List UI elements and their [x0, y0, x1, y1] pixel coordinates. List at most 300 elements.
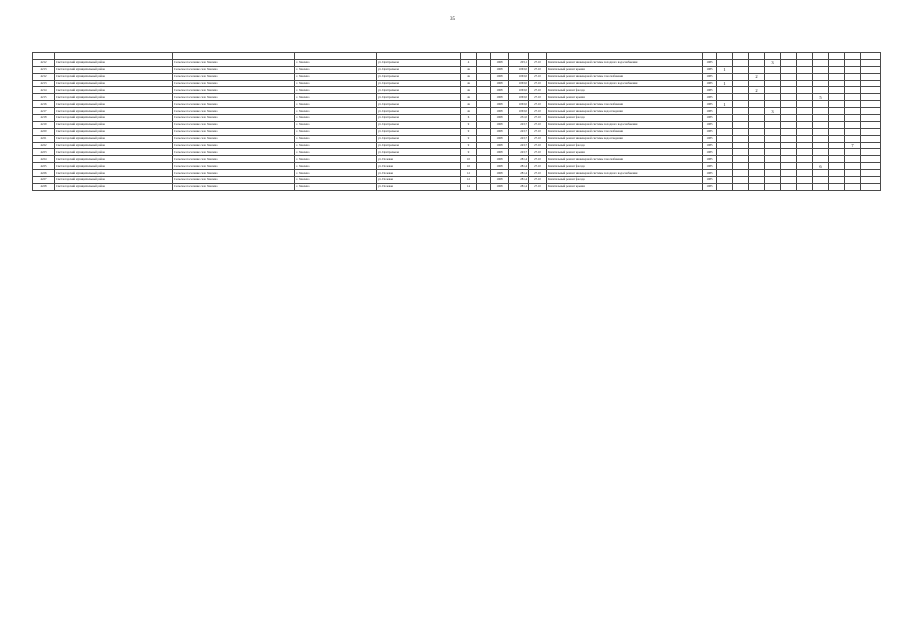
table-cell — [797, 142, 813, 149]
table-row — [33, 183, 881, 190]
column-header — [765, 53, 781, 60]
table-cell: Сельское поселение село Хвалево — [173, 87, 295, 94]
table-cell: 27.10 — [529, 163, 547, 170]
table-cell — [733, 80, 749, 87]
table-cell: 1968 — [491, 163, 509, 170]
table-cell — [477, 142, 491, 149]
table-cell: 4а — [461, 66, 477, 73]
table-cell — [733, 73, 749, 80]
table-cell: 1985 — [703, 115, 717, 122]
table-cell: 1985 — [703, 142, 717, 149]
table-cell: с. Хвалево — [295, 101, 377, 108]
column-header — [491, 53, 509, 60]
table-cell: 27.10 — [529, 80, 547, 87]
table-cell: 281,4 — [509, 170, 529, 177]
table-cell — [765, 163, 781, 170]
table-cell: Капитальный ремонт инженерной системы газоснабжения — [547, 73, 703, 80]
table-cell: 203,1 — [509, 59, 529, 66]
table-cell: Капитальный ремонт крыши — [547, 183, 703, 190]
table-cell: Светлогорский муниципальный район — [55, 101, 173, 108]
table-cell: 4217 — [33, 108, 55, 115]
table-cell: с. Хвалево — [295, 156, 377, 163]
column-header — [733, 53, 749, 60]
table-cell: 1985 — [703, 149, 717, 156]
table-cell: с. Хвалево — [295, 73, 377, 80]
table-cell: 27.10 — [529, 183, 547, 190]
table-cell: 4221 — [33, 135, 55, 142]
table-row — [33, 121, 881, 128]
table-cell: Светлогорский муниципальный район — [55, 115, 173, 122]
column-header — [861, 53, 881, 60]
table-cell: 1968 — [491, 183, 509, 190]
table-cell: с. Хвалево — [295, 66, 377, 73]
table-cell: 6 — [461, 115, 477, 122]
table-cell — [717, 163, 733, 170]
table-cell — [813, 115, 829, 122]
table-cell: 9 — [461, 128, 477, 135]
table-cell: ул. Центральная — [377, 59, 461, 66]
table-cell: Светлогорский муниципальный район — [55, 156, 173, 163]
table-cell: 27.10 — [529, 94, 547, 101]
table-cell: 1063,0 — [509, 87, 529, 94]
table-cell: Сельское поселение село Хвалево — [173, 66, 295, 73]
table-cell: 1968 — [491, 128, 509, 135]
table-cell — [813, 80, 829, 87]
table-cell — [765, 149, 781, 156]
table-cell: Капитальный ремонт инженерной системы холодного водоснабжения — [547, 80, 703, 87]
table-cell: 1063,0 — [509, 101, 529, 108]
table-cell: 243,7 — [509, 149, 529, 156]
table-cell: 10 — [461, 163, 477, 170]
table-cell: 27.10 — [529, 177, 547, 184]
table-cell: 243,7 — [509, 121, 529, 128]
table-cell — [845, 156, 861, 163]
table-cell — [733, 135, 749, 142]
table-cell — [861, 142, 881, 149]
table-cell — [477, 183, 491, 190]
table-cell: 4а — [461, 73, 477, 80]
table-cell: 4224 — [33, 156, 55, 163]
table-cell: Капитальный ремонт инженерной системы водоотведения — [547, 135, 703, 142]
table-cell — [829, 183, 845, 190]
table-cell — [765, 177, 781, 184]
table-cell — [733, 128, 749, 135]
column-header — [461, 53, 477, 60]
column-header — [797, 53, 813, 60]
table-cell — [781, 80, 797, 87]
table-row — [33, 87, 881, 94]
table-cell — [733, 142, 749, 149]
table-cell: ул. Центральная — [377, 66, 461, 73]
table-cell: Светлогорский муниципальный район — [55, 142, 173, 149]
column-header — [477, 53, 491, 60]
table-cell: ул. Полевая — [377, 177, 461, 184]
table-cell — [845, 183, 861, 190]
table-cell — [797, 135, 813, 142]
table-cell — [797, 73, 813, 80]
table-cell — [797, 108, 813, 115]
table-cell — [861, 87, 881, 94]
table-cell: Сельское поселение село Хвалево — [173, 135, 295, 142]
table-cell — [845, 115, 861, 122]
table-cell: 1985 — [703, 94, 717, 101]
table-cell — [797, 177, 813, 184]
table-cell: Капитальный ремонт инженерной системы газоснабжения — [547, 128, 703, 135]
table-cell: 27.10 — [529, 121, 547, 128]
table-cell — [477, 156, 491, 163]
table-cell — [477, 108, 491, 115]
table-cell: 27.10 — [529, 170, 547, 177]
table-cell — [797, 149, 813, 156]
table-cell: 27.10 — [529, 128, 547, 135]
table-cell — [765, 135, 781, 142]
column-header — [749, 53, 765, 60]
table-cell — [733, 87, 749, 94]
table-cell: 4216 — [33, 101, 55, 108]
table-cell — [797, 66, 813, 73]
table-cell: с. Хвалево — [295, 142, 377, 149]
table-cell: 1985 — [703, 108, 717, 115]
table-cell: Сельское поселение село Хвалево — [173, 128, 295, 135]
table-cell: 1063,0 — [509, 80, 529, 87]
table-cell: Светлогорский муниципальный район — [55, 128, 173, 135]
table-cell — [813, 108, 829, 115]
table-cell: ул. Центральная — [377, 115, 461, 122]
table-cell: ул. Центральная — [377, 135, 461, 142]
table-cell — [733, 115, 749, 122]
table-cell — [765, 128, 781, 135]
table-cell — [797, 59, 813, 66]
table-cell: 27.10 — [529, 73, 547, 80]
table-cell: 1968 — [491, 66, 509, 73]
table-cell: 9 — [461, 149, 477, 156]
table-cell — [861, 94, 881, 101]
column-header — [845, 53, 861, 60]
table-cell: Капитальный ремонт фасада — [547, 177, 703, 184]
table-cell — [717, 128, 733, 135]
table-cell: ул. Центральная — [377, 73, 461, 80]
table-row — [33, 59, 881, 66]
table-cell — [813, 66, 829, 73]
table-cell — [861, 108, 881, 115]
table-cell — [765, 170, 781, 177]
table-cell — [717, 59, 733, 66]
table-cell — [845, 177, 861, 184]
table-cell — [829, 94, 845, 101]
table-cell — [797, 156, 813, 163]
table-cell: с. Хвалево — [295, 177, 377, 184]
table-cell: с. Хвалево — [295, 170, 377, 177]
table-cell — [717, 135, 733, 142]
table-cell: с. Хвалево — [295, 128, 377, 135]
table-row — [33, 108, 881, 115]
table-row — [33, 115, 881, 122]
table-cell — [781, 156, 797, 163]
column-header — [295, 53, 377, 60]
table-cell: 9 — [461, 135, 477, 142]
table-row — [33, 135, 881, 142]
table-cell: 1985 — [703, 156, 717, 163]
table-cell: 281,4 — [509, 163, 529, 170]
table-cell: Капитальный ремонт крыши — [547, 66, 703, 73]
table-row — [33, 177, 881, 184]
table-cell — [829, 87, 845, 94]
table-cell — [781, 177, 797, 184]
table-cell: Светлогорский муниципальный район — [55, 149, 173, 156]
table-cell: 1985 — [703, 87, 717, 94]
table-cell: 27.10 — [529, 115, 547, 122]
table-cell — [749, 115, 765, 122]
table-cell: Светлогорский муниципальный район — [55, 80, 173, 87]
table-cell — [829, 101, 845, 108]
column-header — [547, 53, 703, 60]
table-cell: Светлогорский муниципальный район — [55, 94, 173, 101]
table-cell — [733, 149, 749, 156]
table-cell: ул. Полевая — [377, 156, 461, 163]
table-cell: 4214 — [33, 87, 55, 94]
table-cell — [845, 101, 861, 108]
table-cell — [829, 59, 845, 66]
table-cell: 1985 — [703, 66, 717, 73]
table-cell — [733, 163, 749, 170]
table-cell: 4219 — [33, 121, 55, 128]
table-cell — [797, 121, 813, 128]
table-cell — [813, 170, 829, 177]
table-cell: 9 — [461, 121, 477, 128]
table-cell: 1968 — [491, 121, 509, 128]
table-cell — [813, 128, 829, 135]
table-cell: Сельское поселение село Хвалево — [173, 177, 295, 184]
table-cell: 4213 — [33, 80, 55, 87]
table-cell — [749, 101, 765, 108]
table-cell: 1985 — [703, 101, 717, 108]
table-cell — [781, 59, 797, 66]
table-cell: 3 — [765, 59, 781, 66]
table-cell: 1968 — [491, 59, 509, 66]
table-cell: 1985 — [703, 163, 717, 170]
table-cell — [717, 177, 733, 184]
table-cell: 2 — [749, 73, 765, 80]
table-cell: Сельское поселение село Хвалево — [173, 149, 295, 156]
table-cell — [717, 142, 733, 149]
table-cell — [765, 73, 781, 80]
table-cell — [797, 170, 813, 177]
table-cell — [829, 121, 845, 128]
table-cell: Сельское поселение село Хвалево — [173, 108, 295, 115]
table-cell: 4222 — [33, 142, 55, 149]
table-cell — [477, 149, 491, 156]
table-cell — [477, 177, 491, 184]
table-cell: 27.10 — [529, 108, 547, 115]
table-body — [33, 59, 881, 190]
table-cell: 27.10 — [529, 156, 547, 163]
table-cell: 27.10 — [529, 142, 547, 149]
table-cell — [749, 135, 765, 142]
table-header-row — [33, 53, 881, 60]
table-cell — [749, 80, 765, 87]
table-cell: Сельское поселение село Хвалево — [173, 163, 295, 170]
table-cell: Капитальный ремонт инженерной системы холодного водоснабжения — [547, 121, 703, 128]
table-cell: 4а — [461, 80, 477, 87]
page-number: 35 — [450, 17, 455, 22]
table-cell: 1968 — [491, 135, 509, 142]
table-cell — [845, 121, 861, 128]
table-cell: 4а — [461, 108, 477, 115]
table-cell — [749, 128, 765, 135]
table-cell — [829, 149, 845, 156]
table-cell — [845, 73, 861, 80]
table-cell — [861, 59, 881, 66]
table-cell: 1968 — [491, 73, 509, 80]
table-cell — [861, 149, 881, 156]
table-cell — [477, 73, 491, 80]
table-cell — [765, 80, 781, 87]
table-cell: 4212 — [33, 59, 55, 66]
column-header — [717, 53, 733, 60]
table-cell: Светлогорский муниципальный район — [55, 177, 173, 184]
table-cell — [813, 177, 829, 184]
table-cell: Сельское поселение село Хвалево — [173, 94, 295, 101]
table-cell: 1 — [717, 80, 733, 87]
table-cell: Капитальный ремонт инженерной системы холодного водоснабжения — [547, 59, 703, 66]
table-cell: 281,4 — [509, 183, 529, 190]
table-cell: 10 — [461, 156, 477, 163]
table-cell — [813, 101, 829, 108]
table-cell — [797, 183, 813, 190]
register-sheet — [32, 52, 880, 191]
table-cell — [781, 94, 797, 101]
table-cell — [477, 128, 491, 135]
table-cell — [477, 163, 491, 170]
table-cell: 3 — [765, 108, 781, 115]
table-cell — [813, 149, 829, 156]
column-header — [813, 53, 829, 60]
table-cell — [797, 87, 813, 94]
table-cell — [813, 73, 829, 80]
table-cell — [749, 121, 765, 128]
table-cell: 4223 — [33, 149, 55, 156]
table-cell: 1968 — [491, 170, 509, 177]
table-cell: Светлогорский муниципальный район — [55, 87, 173, 94]
table-row — [33, 142, 881, 149]
column-header — [33, 53, 55, 60]
table-cell — [781, 170, 797, 177]
table-cell — [477, 87, 491, 94]
table-cell — [749, 142, 765, 149]
table-cell — [797, 94, 813, 101]
table-cell — [749, 66, 765, 73]
table-cell — [845, 94, 861, 101]
table-cell — [733, 170, 749, 177]
table-cell — [845, 149, 861, 156]
table-cell — [813, 87, 829, 94]
table-cell — [861, 121, 881, 128]
table-cell: Сельское поселение село Хвалево — [173, 142, 295, 149]
table-cell: 9 — [461, 142, 477, 149]
table-cell — [861, 170, 881, 177]
table-cell — [733, 183, 749, 190]
table-cell — [765, 115, 781, 122]
table-cell — [765, 87, 781, 94]
table-cell — [749, 149, 765, 156]
table-cell — [733, 108, 749, 115]
table-cell: 1 — [717, 101, 733, 108]
table-cell: Светлогорский муниципальный район — [55, 170, 173, 177]
table-cell — [765, 94, 781, 101]
table-cell — [829, 73, 845, 80]
table-cell: 27.10 — [529, 135, 547, 142]
table-cell: Сельское поселение село Хвалево — [173, 156, 295, 163]
table-row — [33, 66, 881, 73]
table-cell: 4212 — [33, 73, 55, 80]
table-cell: 1063,0 — [509, 66, 529, 73]
table-cell — [717, 87, 733, 94]
table-cell: 1063,0 — [509, 94, 529, 101]
table-cell — [765, 66, 781, 73]
table-cell — [845, 80, 861, 87]
table-cell: 2 — [749, 87, 765, 94]
table-cell: 1968 — [491, 87, 509, 94]
table-cell — [749, 163, 765, 170]
table-cell: Капитальный ремонт фасада — [547, 163, 703, 170]
table-cell — [781, 108, 797, 115]
column-header — [377, 53, 461, 60]
table-cell — [749, 59, 765, 66]
table-cell — [765, 121, 781, 128]
table-cell: ул. Центральная — [377, 121, 461, 128]
table-cell: Сельское поселение село Хвалево — [173, 121, 295, 128]
table-cell — [797, 115, 813, 122]
table-cell: 4226 — [33, 170, 55, 177]
table-cell: 6 — [813, 163, 829, 170]
table-cell: 4а — [461, 94, 477, 101]
table-cell — [717, 121, 733, 128]
table-cell: ул. Центральная — [377, 87, 461, 94]
table-cell: 5 — [813, 94, 829, 101]
table-cell — [781, 115, 797, 122]
table-cell: Капитальный ремонт фасада — [547, 115, 703, 122]
table-cell: 4225 — [33, 163, 55, 170]
table-cell: 4215 — [33, 94, 55, 101]
table-cell — [813, 156, 829, 163]
column-header — [529, 53, 547, 60]
table-cell — [733, 94, 749, 101]
table-cell — [717, 183, 733, 190]
table-cell: 1985 — [703, 80, 717, 87]
table-cell — [797, 128, 813, 135]
table-cell: 4228 — [33, 183, 55, 190]
table-cell — [717, 156, 733, 163]
table-cell — [829, 108, 845, 115]
table-cell: 4а — [461, 87, 477, 94]
table-row — [33, 128, 881, 135]
table-cell: ул. Центральная — [377, 94, 461, 101]
table-cell — [477, 121, 491, 128]
table-cell: 1968 — [491, 115, 509, 122]
table-cell — [477, 101, 491, 108]
table-cell — [749, 156, 765, 163]
table-cell — [781, 142, 797, 149]
table-cell — [861, 183, 881, 190]
table-cell — [477, 135, 491, 142]
table-cell: с. Хвалево — [295, 121, 377, 128]
table-cell — [797, 80, 813, 87]
table-cell — [765, 142, 781, 149]
table-cell: Сельское поселение село Хвалево — [173, 101, 295, 108]
table-cell — [781, 87, 797, 94]
table-cell — [749, 108, 765, 115]
table-cell: 1968 — [491, 108, 509, 115]
